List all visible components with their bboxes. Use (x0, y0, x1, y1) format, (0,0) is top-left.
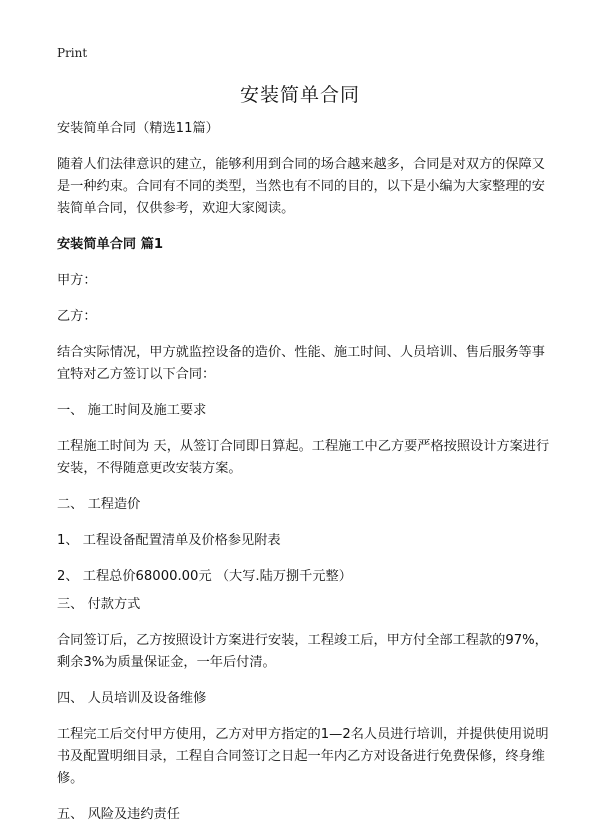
clause-4-body: 工程完工后交付甲方使用，乙方对甲方指定的1—2名人员进行培训，并提供使用说明书及配置明细目录，工程自合同签订之日起一年内乙方对设备进行免费保修，终身维修。 (57, 727, 549, 786)
party-a-line: 甲方： (57, 273, 97, 288)
clause-1-title: 一、 施工时间及施工要求 (57, 403, 207, 418)
intro-paragraph: 随着人们法律意识的建立，能够利用到合同的场合越来越多，合同是对双方的保障又是一种约束。合同有不同的类型，当然也有不同的目的，以下是小编为大家整理的安装简单合同，仅供参考，欢迎大家阅读。 (57, 157, 545, 216)
clause-1-body: 工程施工时间为 天，从签订合同即日算起。工程施工中乙方要严格按照设计方案进行安装，不得随意更改安装方案。 (57, 439, 550, 476)
clause-2-item-1: 1、 工程设备配置清单及价格参见附表 (57, 533, 281, 548)
section-heading: 安装简单合同 篇1 (57, 237, 164, 252)
clause-3-body: 合同签订后，乙方按照设计方案进行安装，工程竣工后，甲方付全部工程款的97%，剩余3%为质量保证金，一年后付清。 (57, 633, 548, 670)
clause-5-title: 五、 风险及违约责任 (57, 807, 180, 822)
preamble-paragraph: 结合实际情况，甲方就监控设备的造价、性能、施工时间、人员培训、售后服务等事宜特对乙方签订以下合同： (57, 345, 545, 382)
clause-3-title: 三、 付款方式 (57, 597, 141, 612)
page-title: 安装简单合同 (239, 84, 360, 106)
party-b-line: 乙方： (57, 309, 97, 324)
clause-2-item-2: 2、 工程总价68000.00元 （大写.陆万捌千元整） (57, 569, 352, 584)
document-subtitle: 安装简单合同（精选11篇） (57, 121, 219, 136)
clause-4-title: 四、 人员培训及设备维修 (57, 691, 207, 706)
print-link[interactable]: Print (57, 46, 88, 60)
document-body (57, 118, 552, 826)
clause-2-title: 二、 工程造价 (57, 497, 141, 512)
